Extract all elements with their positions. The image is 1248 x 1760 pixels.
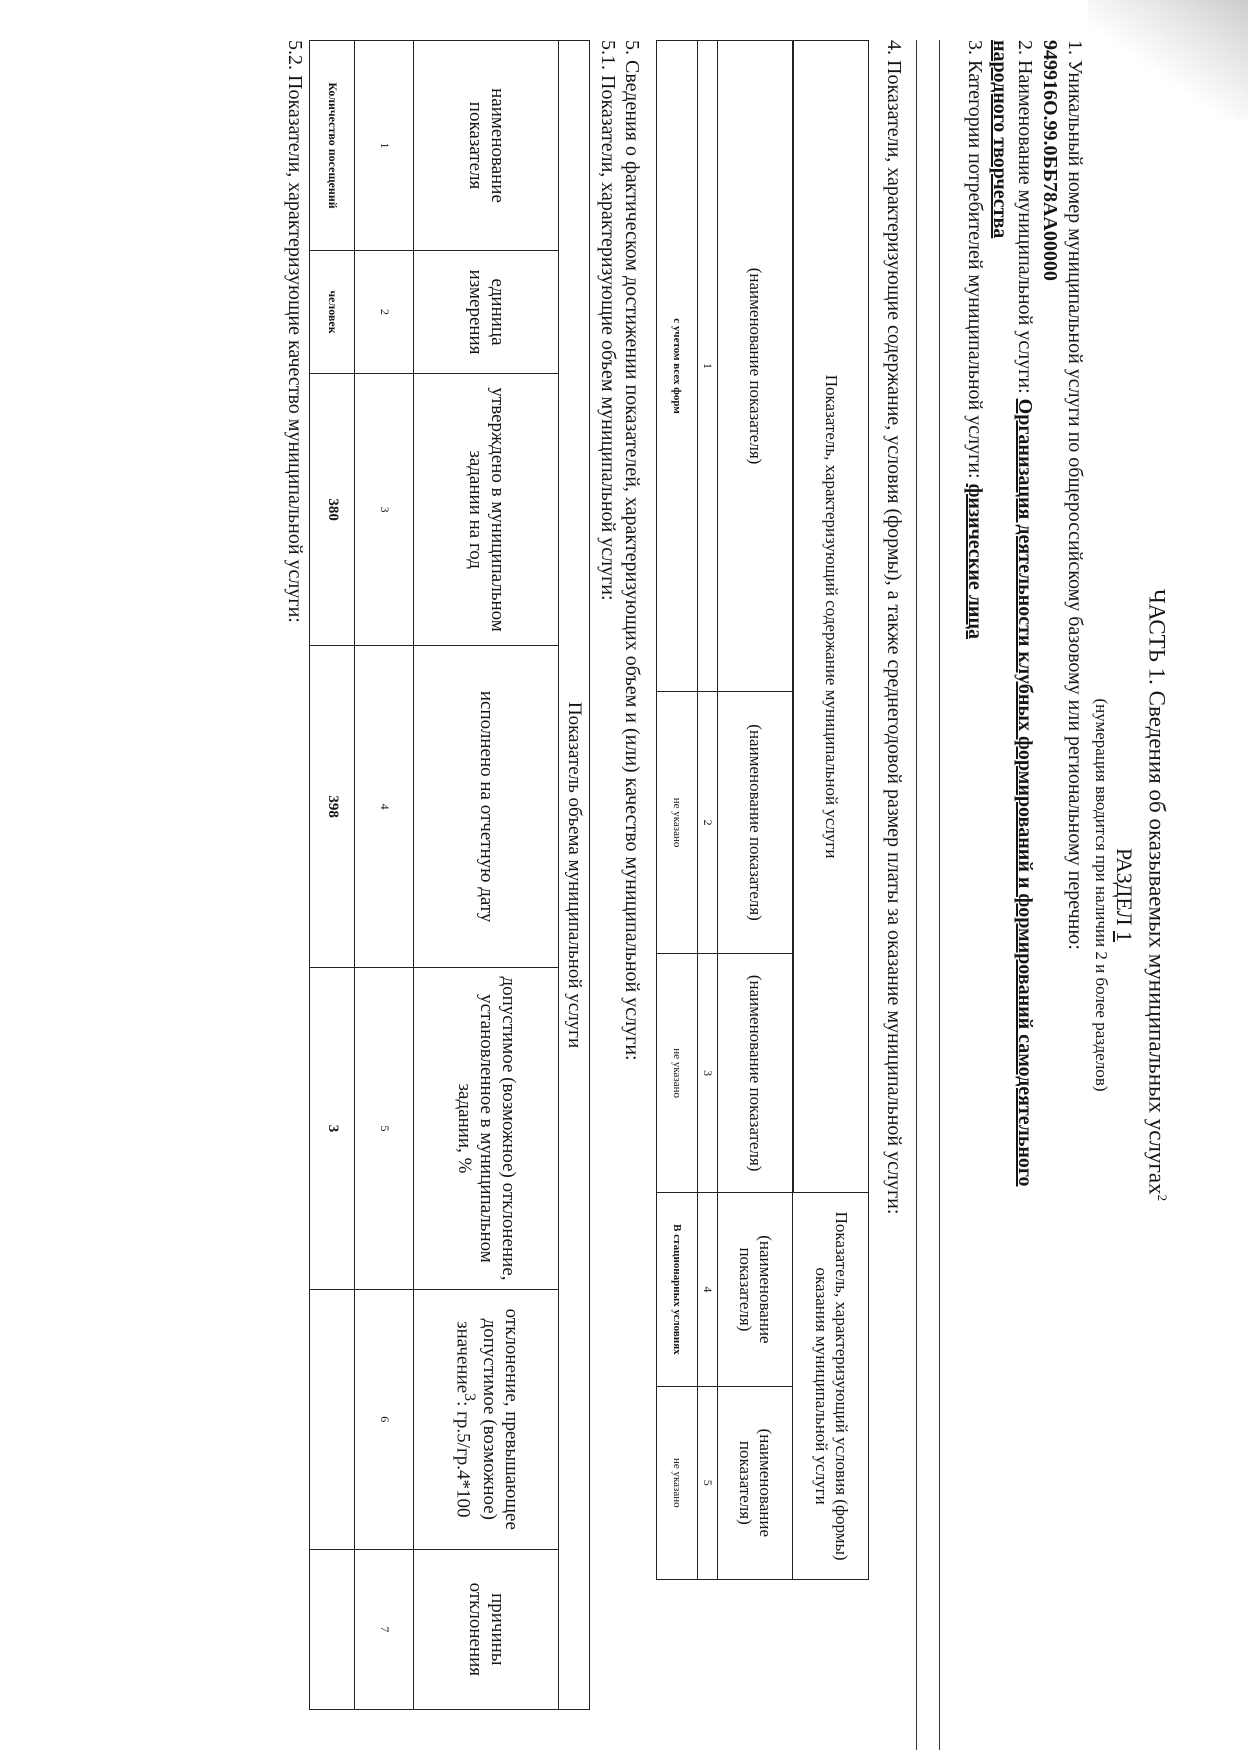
- table2-num: 1: [355, 41, 414, 251]
- table1-cell: не указано: [657, 954, 698, 1193]
- table2-num: 2: [355, 251, 414, 374]
- table1-num: 1: [698, 41, 718, 692]
- table1-num: 2: [698, 692, 718, 954]
- consumer-category: физические лица: [964, 483, 987, 639]
- table2-cell: 3: [310, 968, 355, 1290]
- table1-cell: В стационарных условиях: [657, 1193, 698, 1386]
- table2-h5: допустимое (возможное) отклонение, установленное в муниципальном задании, %: [414, 968, 559, 1290]
- table2-cell: 398: [310, 646, 355, 968]
- table2-num: 6: [355, 1289, 414, 1549]
- page-title: ЧАСТЬ 1. Сведения об оказываемых муниципальных услугах$^2$: [1144, 588, 1170, 1202]
- table2-group: Показатель объема муниципальной услуги: [559, 41, 590, 1710]
- table1-col-5: (наименование показателя): [718, 1386, 793, 1579]
- table2-num: 3: [355, 374, 414, 646]
- content-table: [656, 40, 869, 1580]
- table1-cell: не указано: [657, 1386, 698, 1579]
- table2-h3: утверждено в муниципальном задании на год: [414, 374, 559, 646]
- section-heading: РАЗДЕЛ 1: [1112, 847, 1138, 942]
- table2-h6: отклонение, превышающее допустимое (возможное) значение$^3$: гр.5/гр.4*100: [414, 1289, 559, 1549]
- item-5-1: 5.1. Показатели, характеризующие объем муниципальной услуги:: [597, 40, 620, 601]
- blank-line: [916, 40, 939, 1750]
- table1-group-conditions: Показатель, характеризующий условия (формы) оказания муниципальной услуги: [793, 1193, 869, 1580]
- table1-col-2: (наименование показателя): [718, 692, 793, 954]
- item-1: 1. Уникальный номер муниципальной услуги по общероссийскому базовому или региональному перечню:: [1064, 40, 1087, 950]
- volume-table: [309, 40, 590, 1710]
- section-note: (нумерация вводится при наличии 2 и более разделов): [1092, 698, 1112, 1092]
- item-5-2: 5.2. Показатели, характеризующие качество муниципальной услуги:: [284, 40, 307, 623]
- table2-num: 4: [355, 646, 414, 968]
- table2-cell: [310, 1289, 355, 1549]
- service-name-cont: народного творчества: [989, 40, 1012, 239]
- service-name: Организация деятельности клубных формирований и формирований самодеятельного: [1014, 398, 1037, 1187]
- table1-num: 5: [698, 1386, 718, 1579]
- table2-cell: 380: [310, 374, 355, 646]
- table2-h4: исполнено на отчетную дату: [414, 646, 559, 968]
- table2-h2: единица измерения: [414, 251, 559, 374]
- item-5: 5. Сведения о фактическом достижении показателей, характеризующих объем и (или) качество муниципальной услуги:: [621, 40, 644, 1061]
- table2-cell: Количество посещений: [310, 41, 355, 251]
- table1-cell: не указано: [657, 692, 698, 954]
- table1-col-4: (наименование показателя): [718, 1193, 793, 1386]
- table2-num: 7: [355, 1549, 414, 1709]
- table1-col-1: (наименование показателя): [718, 41, 793, 692]
- table1-num: 4: [698, 1193, 718, 1386]
- table2-h1: наименование показателя: [414, 41, 559, 251]
- service-number: 949916О.99.0ББ78АА00000: [1039, 40, 1062, 281]
- table2-cell: [310, 1549, 355, 1709]
- table2-cell: человек: [310, 251, 355, 374]
- table2-h7: причины отклонения: [414, 1549, 559, 1709]
- blank-line: [939, 40, 962, 1750]
- table1-cell: с учетом всех форм: [657, 41, 698, 692]
- item-2: 2. Наименование муниципальной услуги: Организация деятельности клубных формирований и формирований самодеятельного: [1014, 40, 1037, 1187]
- table1-num: 3: [698, 954, 718, 1193]
- item-3: 3. Категории потребителей муниципальной услуги: физические лица: [964, 40, 987, 639]
- document-page: [80, 40, 1170, 1750]
- table2-num: 5: [355, 968, 414, 1290]
- table1-group-content: Показатель, характеризующий содержание муниципальной услуги: [794, 41, 869, 1193]
- item-4: 4. Показатели, характеризующие содержание, условия (формы), а также среднегодовой размер платы за оказание муниципальной услуги:: [883, 40, 906, 1215]
- table1-col-3: (наименование показателя): [718, 954, 793, 1193]
